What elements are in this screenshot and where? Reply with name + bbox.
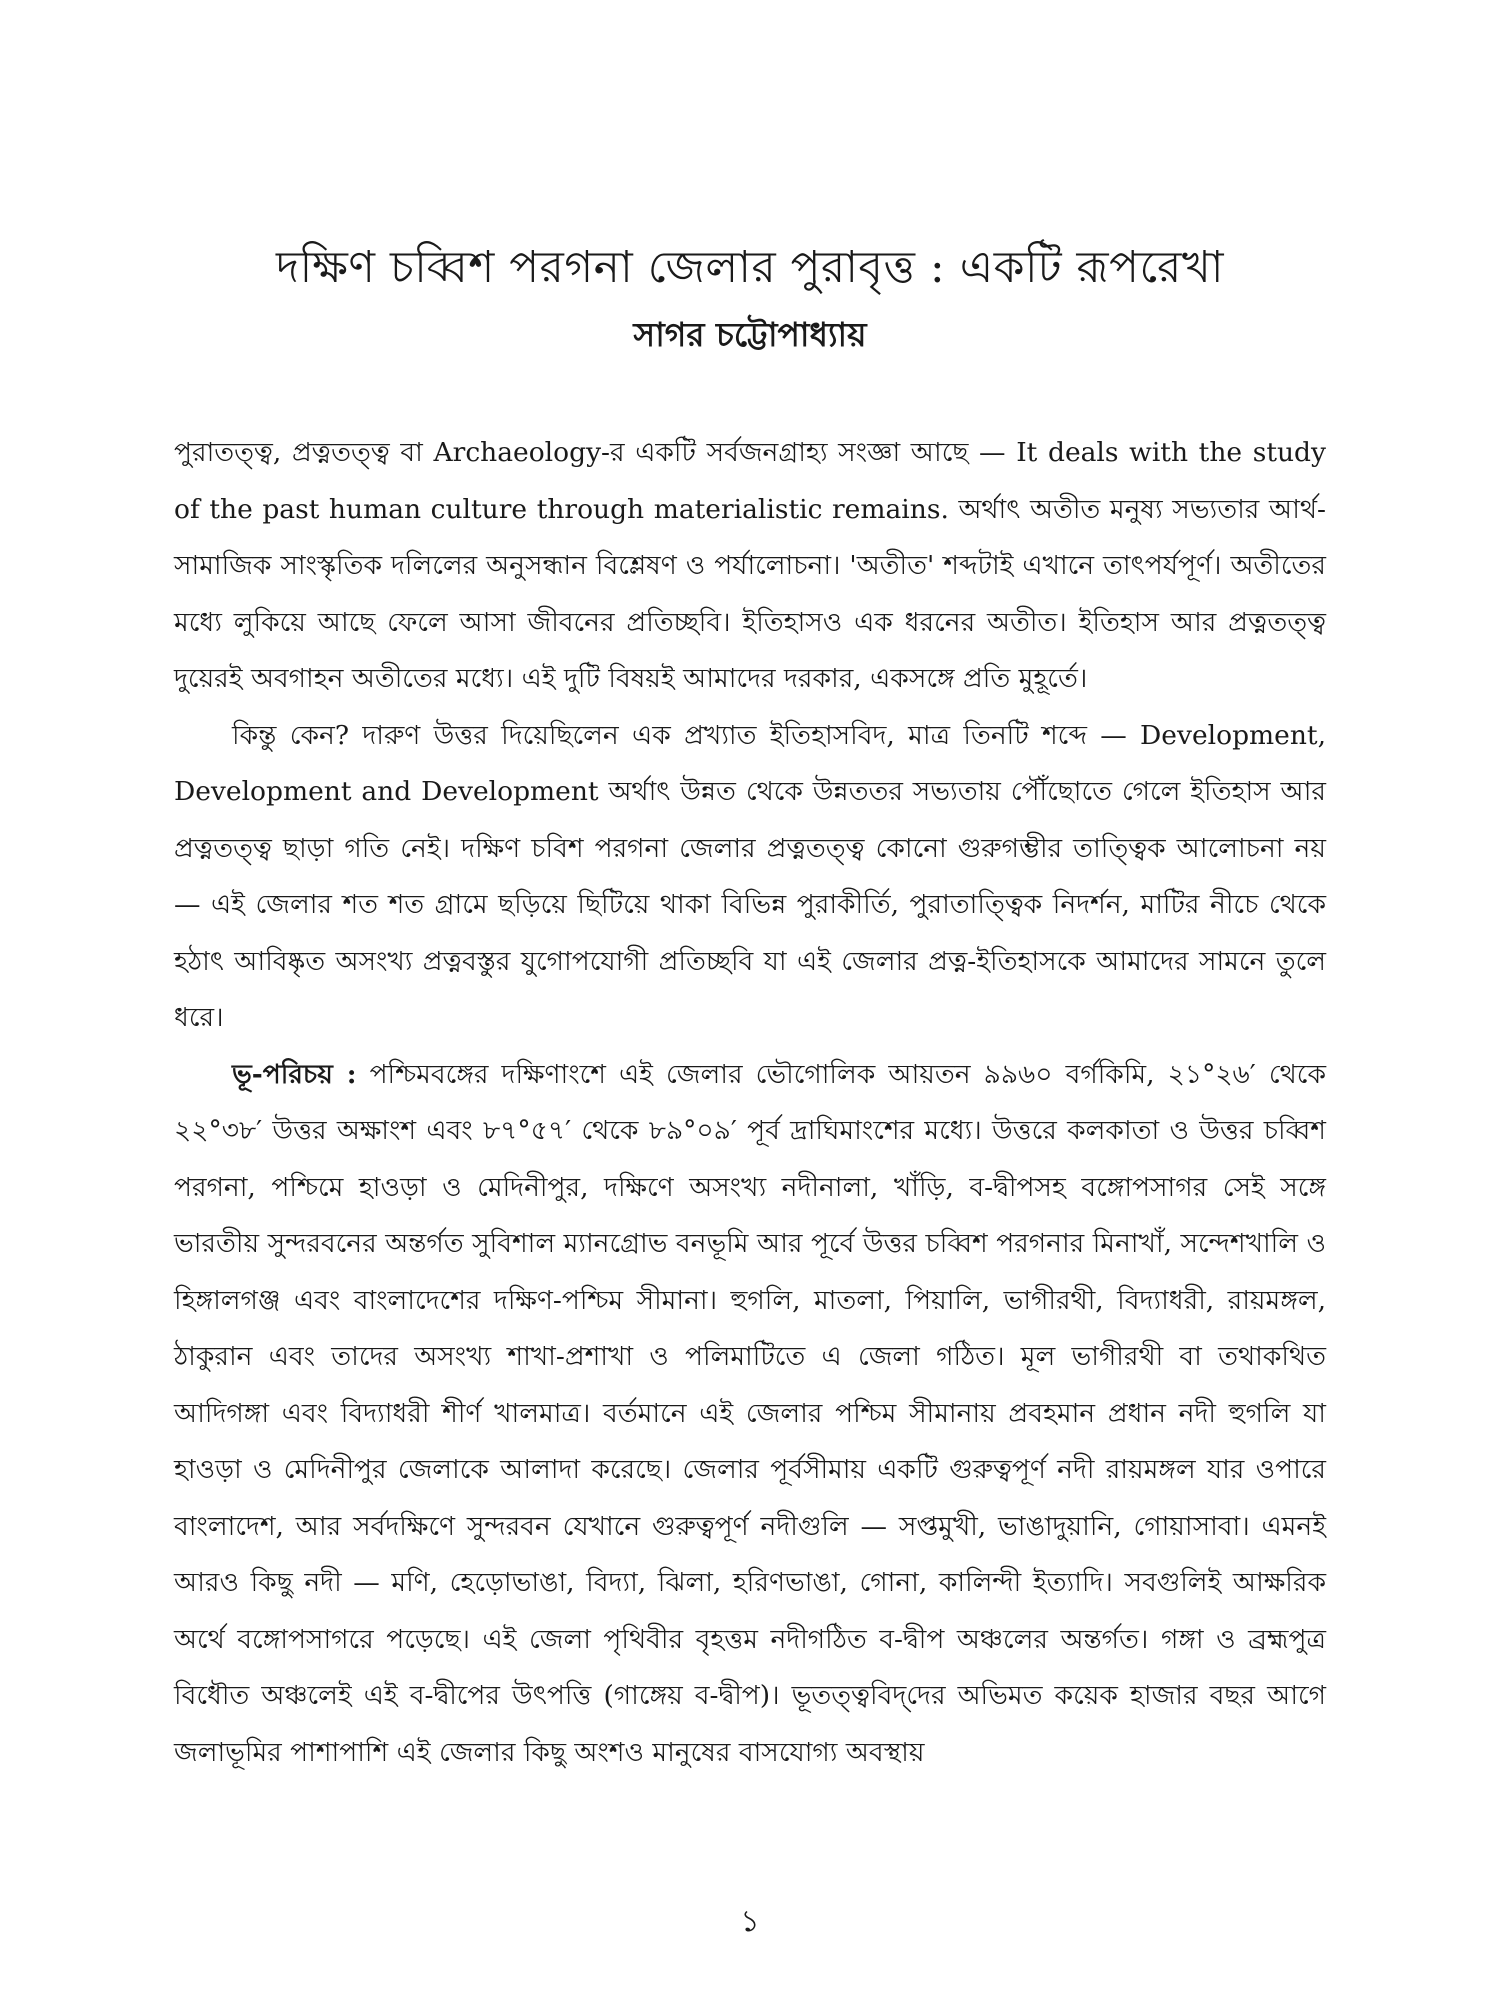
article-body — [174, 425, 1326, 1781]
paragraph-definition — [174, 425, 1326, 708]
page-title: দক্ষিণ চব্বিশ পরগনা জেলার পুরাবৃত্ত : একটি রূপরেখা — [276, 242, 1224, 293]
page-number: ১ — [740, 1904, 760, 1939]
paragraph-geography — [174, 1047, 1326, 1782]
paragraph-development — [174, 708, 1326, 1047]
paragraph-text: পশ্চিমবঙ্গের দক্ষিণাংশে এই জেলার ভৌগোলিক আয়তন ৯৯৬০ বর্গকিমি, ২১°২৬′ থেকে ২২°৩৮′ উত্তর অক্ষাংশ এবং ৮৭°৫৭′ থেকে ৮৯°০৯′ পূর্ব দ্রাঘিমাংশের মধ্যে। উত্তরে কলকাতা ও উত্তর চব্বিশ পরগনা, পশ্চিমে হাওড়া ও মেদিনীপুর, দক্ষিণে অসংখ্য নদীনালা, খাঁড়ি, ব-দ্বীপসহ বঙ্গোপসাগর সেই সঙ্গে ভারতীয় সুন্দরবনের অন্তর্গত সুবিশাল ম্যানগ্রোভ বনভূমি আর পূর্বে উত্তর চব্বিশ পরগনার মিনাখাঁ, সন্দেশখালি ও হিঙ্গালগঞ্জ এবং বাংলাদেশের দক্ষিণ-পশ্চিম সীমানা। হুগলি, মাতলা, পিয়ালি, ভাগীরথী, বিদ্যাধরী, রায়মঙ্গল, ঠাকুরান এবং তাদের অসংখ্য শাখা-প্রশাখা ও পলিমাটিতে এ জেলা গঠিত। মূল ভাগীরথী বা তথাকথিত আদিগঙ্গা এবং বিদ্যাধরী শীর্ণ খালমাত্র। বর্তমানে এই জেলার পশ্চিম সীমানায় প্রবহমান প্রধান নদী হুগলি যা হাওড়া ও মেদিনীপুর জেলাকে আলাদা করেছে। জেলার পূর্বসীমায় একটি গুরুত্বপূর্ণ নদী রায়মঙ্গল যার ওপারে বাংলাদেশ, আর সর্বদক্ষিণে সুন্দরবন যেখানে গুরুত্বপূর্ণ নদীগুলি — সপ্তমুখী, ভাঙাদুয়ানি, গোয়াসাবা। এমনই আরও কিছু নদী — মণি, হেড়োভাঙা, বিদ্যা, ঝিলা, হরিণভাঙা, গোনা, কালিন্দী ইত্যাদি। সবগুলিই আক্ষরিক অর্থে বঙ্গোপসাগরে পড়েছে। এই জেলা পৃথিবীর বৃহত্তম নদীগঠিত ব-দ্বীপ অঞ্চলের অন্তর্গত। গঙ্গা ও ব্রহ্মপুত্র বিধৌত অঞ্চলেই এই ব-দ্বীপের উৎপত্তি (গাঙ্গেয় ব-দ্বীপ)। ভূতত্ত্ববিদ্‌দের অভিমত কয়েক হাজার বছর আগে জলাভূমির পাশাপাশি এই জেলার কিছু অংশও মানুষের বাসযোগ্য অবস্থায় — [174, 1058, 1326, 1768]
author-name: সাগর চট্টোপাধ্যায় — [633, 315, 867, 354]
paragraph-text: পুরাতত্ত্ব, প্রত্নতত্ত্ব বা Archaeology-র একটি সর্বজনগ্রাহ্য সংজ্ঞা আছে — It deals with the study of the past human culture through materialistic remains. অর্থাৎ অতীত মনুষ্য সভ্যতার আর্থ-সামাজিক সাংস্কৃতিক দলিলের অনুসন্ধান বিশ্লেষণ ও পর্যালোচনা। 'অতীত' শব্দটাই এখানে তাৎপর্যপূর্ণ। অতীতের মধ্যে লুকিয়ে আছে ফেলে আসা জীবনের প্রতিচ্ছবি। ইতিহাসও এক ধরনের অতীত। ইতিহাস আর প্রত্নতত্ত্ব দুয়েরই অবগাহন অতীতের মধ্যে। এই দুটি বিষয়ই আমাদের দরকার, একসঙ্গে প্রতি মুহূর্তে। — [174, 437, 1326, 694]
paragraph-text: কিন্তু কেন? দারুণ উত্তর দিয়েছিলেন এক প্রখ্যাত ইতিহাসবিদ, মাত্র তিনটি শব্দে — Development, Development and Development অর্থাৎ উন্নত থেকে উন্নততর সভ্যতায় পৌঁছোতে গেলে ইতিহাস আর প্রত্নতত্ত্ব ছাড়া গতি নেই। দক্ষিণ চবিশ পরগনা জেলার প্রত্নতত্ত্ব কোনো গুরুগম্ভীর তাত্ত্বিক আলোচনা নয় — এই জেলার শত শত গ্রামে ছড়িয়ে ছিটিয়ে থাকা বিভিন্ন পুরাকীর্তি, পুরাতাত্ত্বিক নিদর্শন, মাটির নীচে থেকে হঠাৎ আবিষ্কৃত অসংখ্য প্রত্নবস্তুর যুগোপযোগী প্রতিচ্ছবি যা এই জেলার প্রত্ন-ইতিহাসকে আমাদের সামনে তুলে ধরে। — [174, 719, 1326, 1033]
section-heading-geography: ভূ-পরিচয় : — [232, 1058, 357, 1090]
